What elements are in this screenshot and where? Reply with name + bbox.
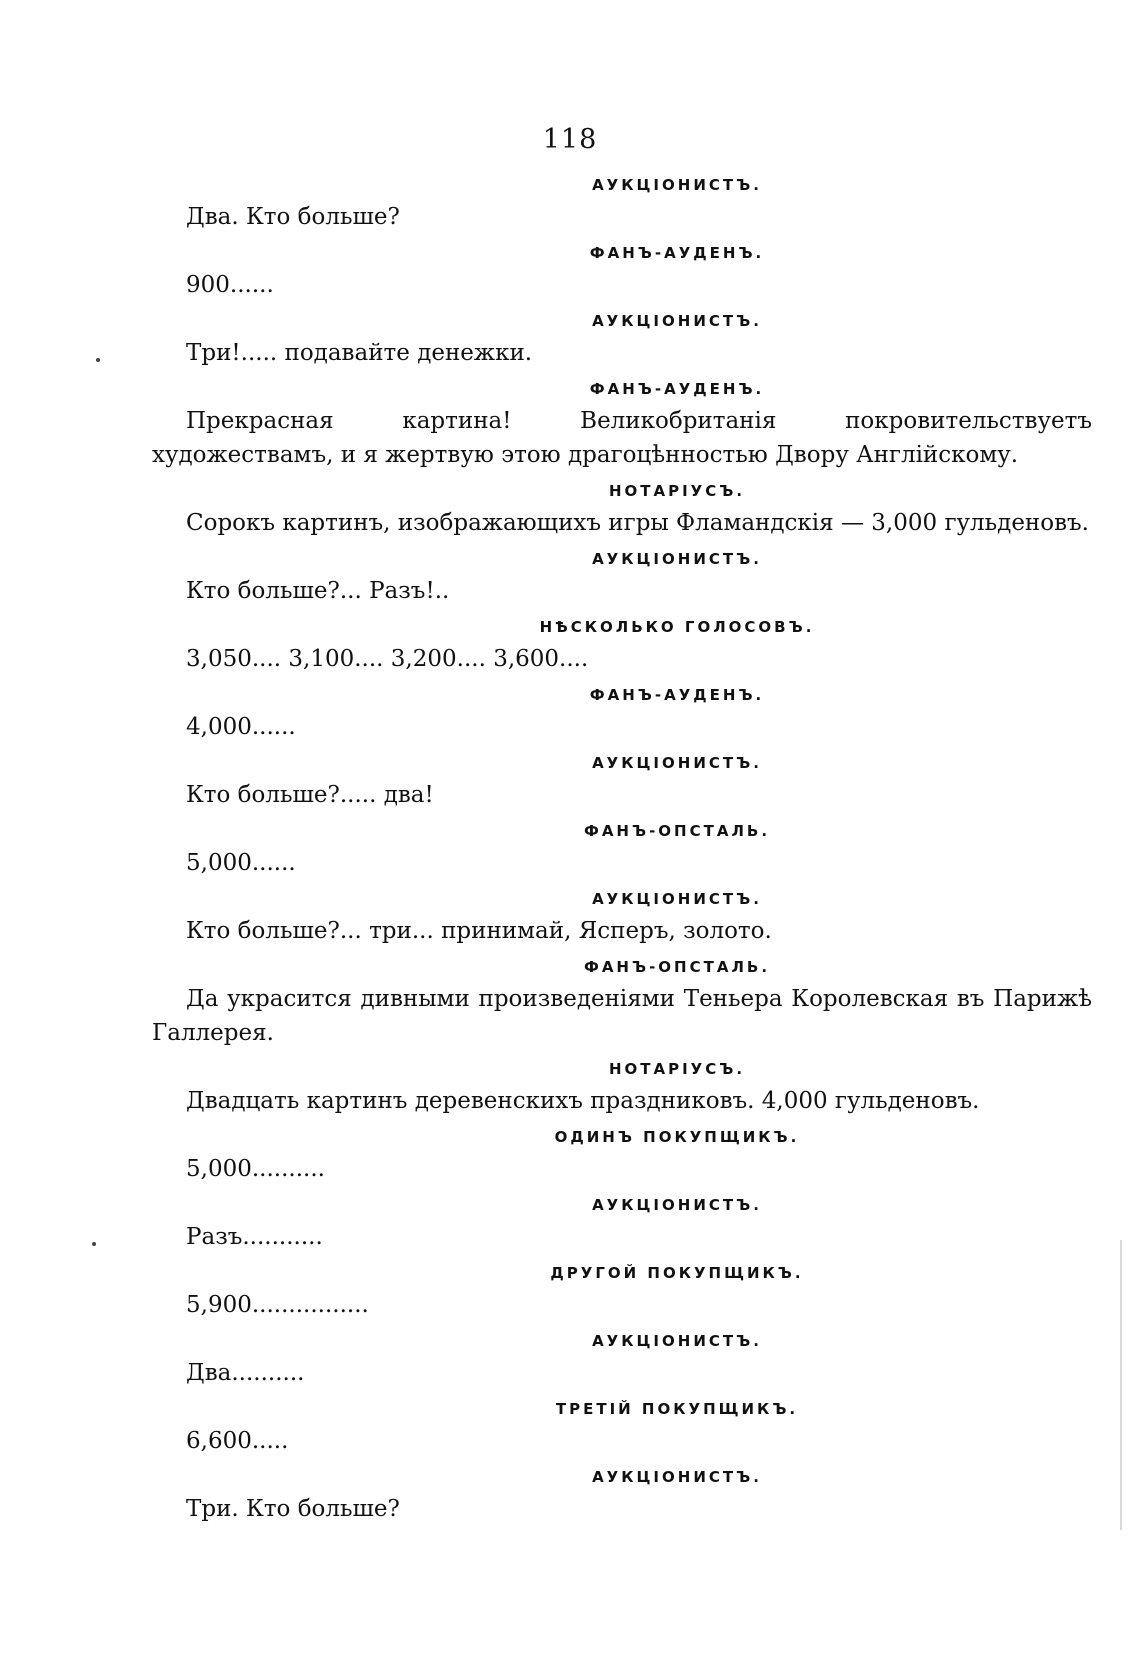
dialogue-line: Три!..... подавайте денежки.: [186, 340, 533, 366]
dialogue-line: Три. Кто больше?: [186, 1496, 400, 1522]
speaker-name: ФАНЪ-АУДЕНЪ.: [589, 244, 765, 262]
dialogue-line: 5,000......: [186, 850, 296, 876]
speaker-name: АУКЦІОНИСТЪ.: [592, 1332, 762, 1350]
speaker-name: АУКЦІОНИСТЪ.: [592, 754, 762, 772]
dialogue-line: 5,900................: [186, 1292, 369, 1318]
speaker-name: АУКЦІОНИСТЪ.: [592, 312, 762, 330]
dialogue-line: Разъ...........: [186, 1224, 323, 1250]
page-number: 118: [542, 124, 598, 155]
dialogue-line: 5,000..........: [186, 1156, 325, 1182]
speaker-name: НѢСКОЛЬКО ГОЛОСОВЪ.: [539, 618, 815, 636]
margin-speck: [92, 1242, 96, 1246]
dialogue-line: Два..........: [186, 1360, 305, 1386]
speaker-name: НОТАРІУСЪ.: [608, 1060, 746, 1078]
dialogue-line: 6,600.....: [186, 1428, 289, 1454]
dialogue-line: Двадцать картинъ деревенскихъ праздниковъ. 4,000 гульденовъ.: [186, 1088, 980, 1114]
dialogue-line: Два. Кто больше?: [186, 204, 400, 230]
dialogue-line: Сорокъ картинъ, изображающихъ игры Фламандскія — 3,000 гульденовъ.: [186, 510, 1089, 536]
dialogue-line: Кто больше?..... два!: [186, 782, 434, 808]
speaker-name: ФАНЪ-АУДЕНЪ.: [589, 380, 765, 398]
margin-speck: [96, 358, 100, 362]
speaker-name: ФАНЪ-ОПСТАЛЬ.: [583, 822, 771, 840]
dialogue-line: 4,000......: [186, 714, 296, 740]
speaker-name: ФАНЪ-ОПСТАЛЬ.: [583, 958, 771, 976]
speaker-name: АУКЦІОНИСТЪ.: [592, 1196, 762, 1214]
speaker-name: АУКЦІОНИСТЪ.: [592, 176, 762, 194]
speaker-name: АУКЦІОНИСТЪ.: [592, 1468, 762, 1486]
dialogue-line: Кто больше?... три... принимай, Ясперъ, золото.: [186, 918, 772, 944]
scan-edge-mark: [1120, 1240, 1122, 1530]
speaker-name: ДРУГОЙ ПОКУПЩИКЪ.: [550, 1264, 804, 1282]
speaker-name: ТРЕТІЙ ПОКУПЩИКЪ.: [555, 1400, 799, 1418]
speaker-name: ФАНЪ-АУДЕНЪ.: [589, 686, 765, 704]
dialogue-line: 900......: [186, 272, 274, 298]
speaker-name: ОДИНЪ ПОКУПЩИКЪ.: [554, 1128, 800, 1146]
speaker-name: АУКЦІОНИСТЪ.: [592, 890, 762, 908]
dialogue-line: Кто больше?... Разъ!..: [186, 578, 450, 604]
speaker-name: НОТАРІУСЪ.: [608, 482, 746, 500]
dialogue-line: Да украсится дивными произведеніями Теньера Королевская въ Парижѣ Галлерея.: [152, 986, 1092, 1046]
play-dialogue: [152, 172, 1092, 1532]
dialogue-line: Прекрасная картина! Великобританія покровительствуетъ художествамъ, и я жертвую этою драгоцѣнностью Двору Англійскому.: [152, 408, 1092, 468]
speaker-name: АУКЦІОНИСТЪ.: [592, 550, 762, 568]
dialogue-line: 3,050.... 3,100.... 3,200.... 3,600....: [186, 646, 589, 672]
